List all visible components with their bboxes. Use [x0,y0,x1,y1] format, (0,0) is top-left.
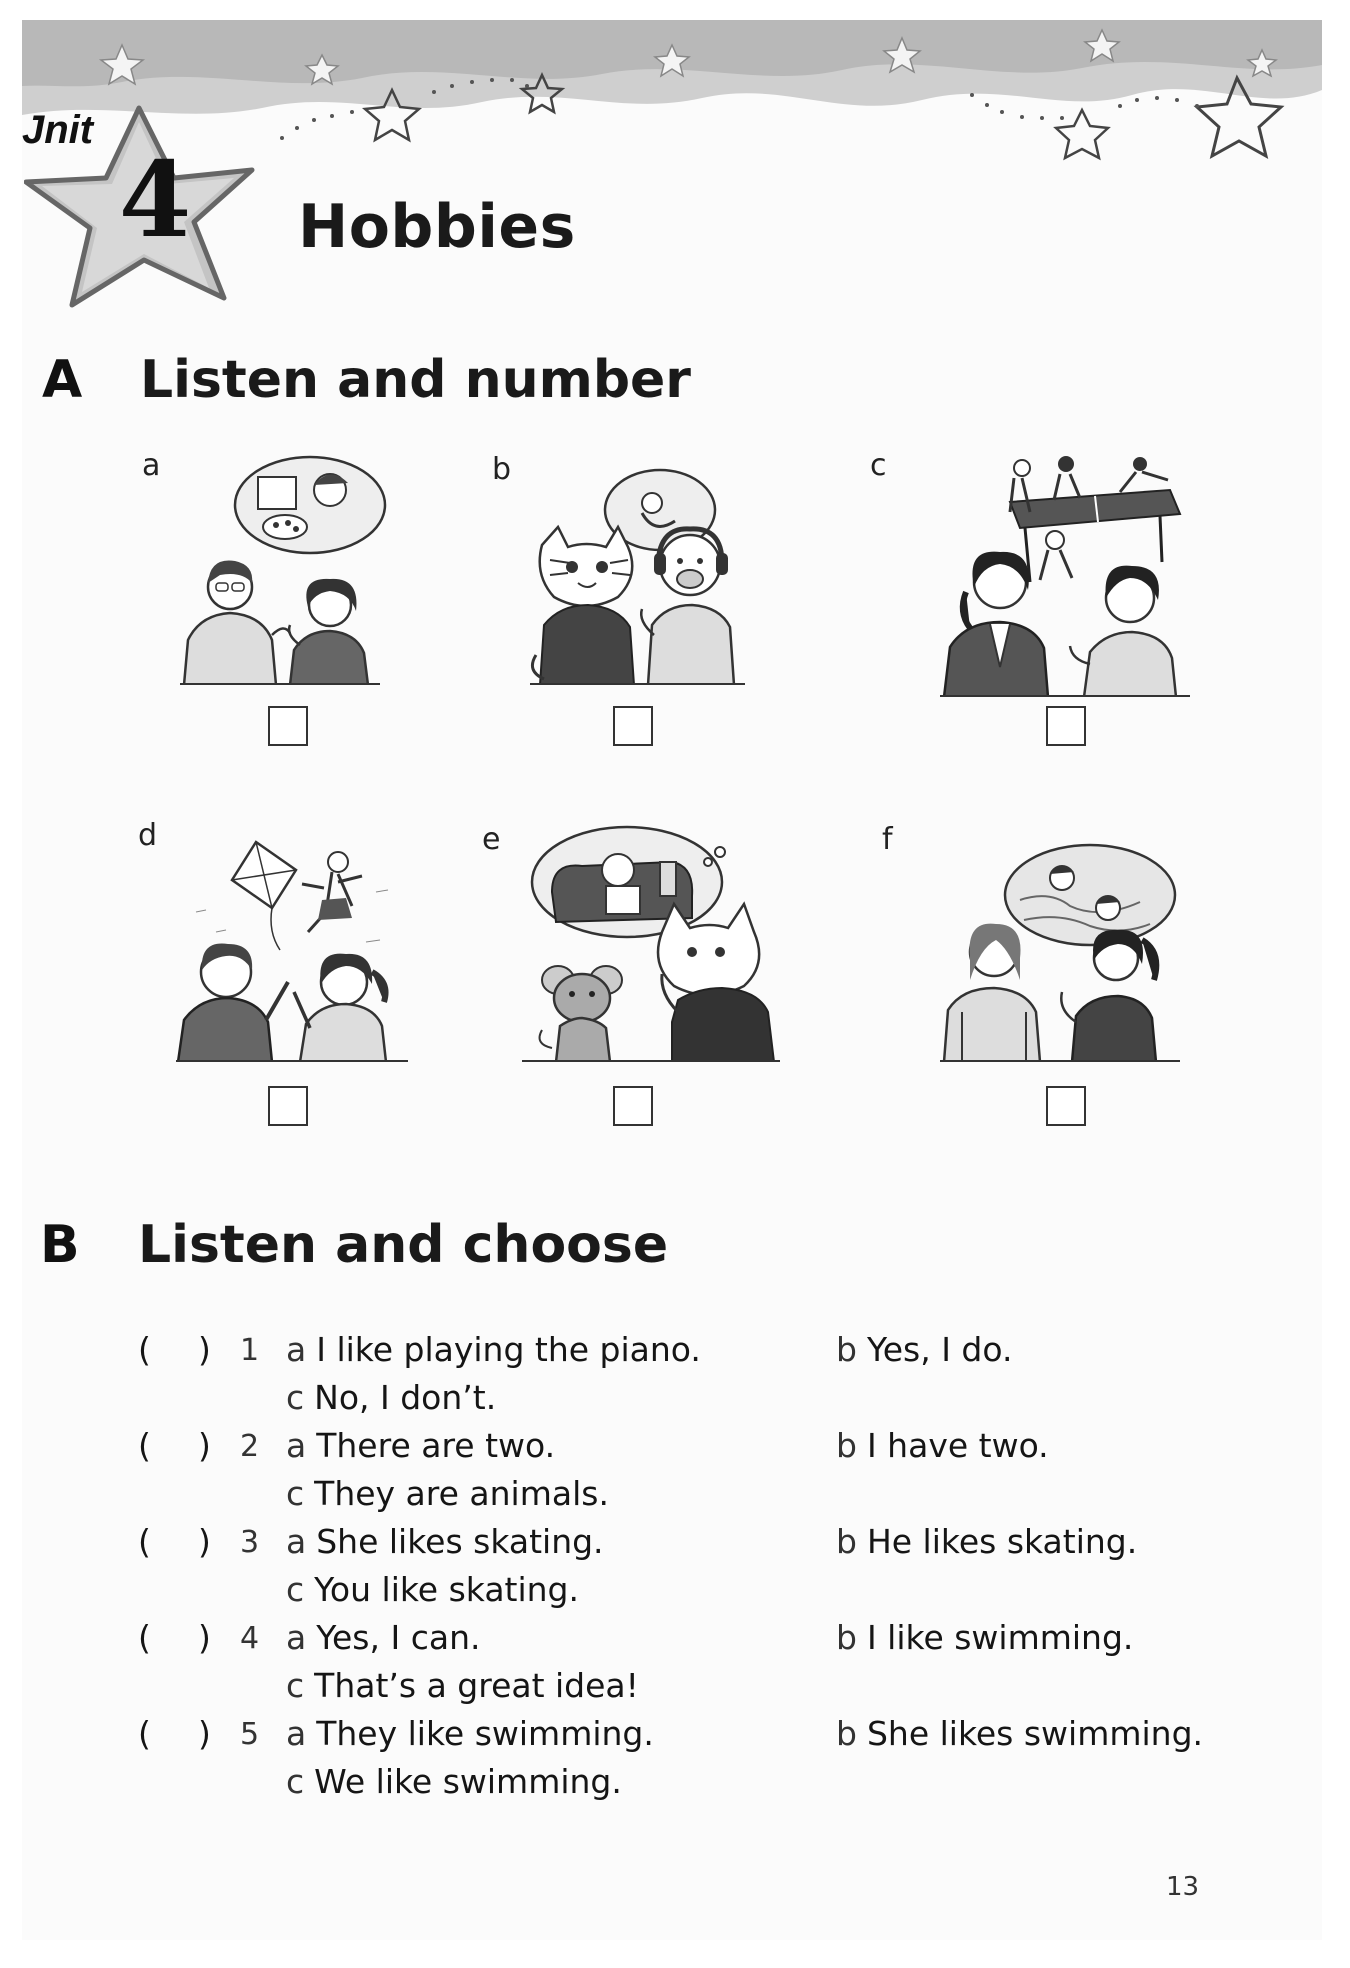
answer-box-a[interactable] [268,706,308,746]
picture-d-kite-scene [176,832,408,1062]
picture-c-table-tennis-scene [940,452,1190,697]
option-4c: c That’s a great idea! [286,1666,639,1705]
answer-paren-close-4[interactable]: ) [198,1618,211,1657]
option-2a: a There are two. [286,1426,556,1465]
option-2b: b I have two. [836,1426,1049,1465]
answer-box-e[interactable] [613,1086,653,1126]
picture-label-f: f [882,822,893,857]
question-number-4: 4 [240,1621,260,1656]
option-1a: a I like playing the piano. [286,1330,701,1369]
answer-paren-open-4[interactable]: ( [138,1618,151,1657]
picture-f-swimming-thought [940,840,1180,1062]
section-b-title: Listen and choose [138,1215,669,1275]
answer-paren-close-2[interactable]: ) [198,1426,211,1465]
question-number-3: 3 [240,1525,260,1560]
answer-paren-close-5[interactable]: ) [198,1714,211,1753]
section-b-letter: B [40,1215,80,1275]
answer-box-c[interactable] [1046,706,1086,746]
option-5b: b She likes swimming. [836,1714,1204,1753]
answer-box-b[interactable] [613,706,653,746]
page-title: Hobbies [298,192,576,262]
answer-box-d[interactable] [268,1086,308,1126]
option-4a: a Yes, I can. [286,1618,481,1657]
option-5a: a They like swimming. [286,1714,654,1753]
option-3a: a She likes skating. [286,1522,604,1561]
answer-paren-open-5[interactable]: ( [138,1714,151,1753]
option-3c: c You like skating. [286,1570,579,1609]
picture-label-b: b [492,452,512,487]
picture-label-c: c [870,448,887,483]
question-number-5: 5 [240,1717,260,1752]
answer-paren-open-3[interactable]: ( [138,1522,151,1561]
picture-label-a: a [142,448,161,483]
answer-paren-open-2[interactable]: ( [138,1426,151,1465]
option-5c: c We like swimming. [286,1762,622,1801]
picture-a-painting-scene [180,455,395,685]
question-number-1: 1 [240,1333,260,1368]
unit-number: 4 [118,138,192,261]
answer-paren-close-3[interactable]: ) [198,1522,211,1561]
picture-b-dancing-thought [530,465,745,685]
section-a-letter: A [42,350,83,410]
option-2c: c They are animals. [286,1474,609,1513]
unit-label: Jnit [22,108,94,152]
option-1b: b Yes, I do. [836,1330,1013,1369]
option-1c: c No, I don’t. [286,1378,497,1417]
answer-paren-open-1[interactable]: ( [138,1330,151,1369]
option-3b: b He likes skating. [836,1522,1138,1561]
page-number: 13 [1166,1872,1200,1902]
question-number-2: 2 [240,1429,260,1464]
answer-box-f[interactable] [1046,1086,1086,1126]
picture-e-reading-thought [522,822,780,1062]
picture-label-e: e [482,822,501,857]
answer-paren-close-1[interactable]: ) [198,1330,211,1369]
section-a-title: Listen and number [140,350,691,410]
picture-label-d: d [138,818,158,853]
option-4b: b I like swimming. [836,1618,1134,1657]
